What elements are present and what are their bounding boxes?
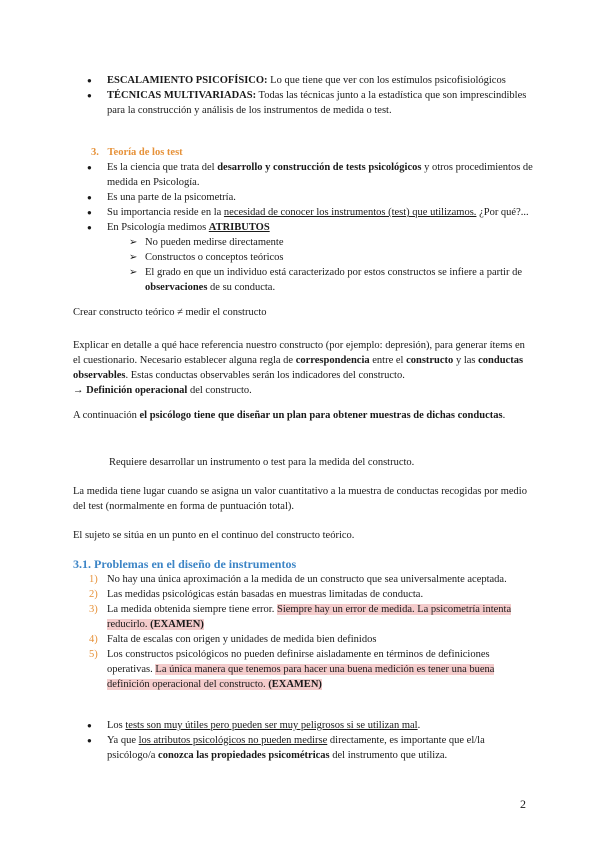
list-item: 1) No hay una única aproximación a la medida de un constructo que sea universalmente aceptada. (89, 574, 507, 585)
paragraph-instrument: Requiere desarrollar un instrumento o test para la medida del constructo. (109, 457, 415, 468)
section-3-heading: 3. Teoría de los test (91, 147, 183, 158)
sub-list-item: ➢ No pueden medirse directamente (73, 235, 533, 250)
list-item: ● En Psicología medimos ATRIBUTOS (73, 220, 533, 235)
section-3 (73, 145, 533, 295)
page-number: 2 (520, 797, 526, 811)
paragraph-measure: La medida tiene lugar cuando se asigna un valor cuantitativo a la muestra de conductas recogidas por medio del test (normalmente en forma de puntuación total). (73, 486, 527, 512)
crear-line: Crear constructo teórico ≠ medir el constructo (73, 307, 267, 318)
sub-list-item: ➢ Constructos o conceptos teóricos (73, 250, 533, 265)
list-item: 3) La medida obtenida siempre tiene error. Siempre hay un error de medida. La psicometría intenta reducirlo. (EXAMEN) (89, 604, 512, 630)
list-item: 5) Los constructos psicológicos no pueden definirse aisladamente en términos de definiciones operativas. La única manera que tenemos para hacer una buena medición es tener una buena definición operacional del constructo. (EXAMEN) (89, 649, 495, 690)
paragraph-subject: El sujeto se sitúa en un punto en el continuo del constructo teórico. (73, 530, 355, 541)
sub-list-item: ➢ El grado en que un individuo está caracterizado por estos constructos se infiere a partir de observaciones de su conducta. (73, 265, 533, 295)
section-3-1 (73, 557, 533, 692)
list-item: ● Es la ciencia que trata del desarrollo y construcción de tests psicológicos y otros procedimientos de medida en Psicología. (73, 160, 533, 190)
arrow-icon: → (73, 385, 84, 396)
list-item: ● ESCALAMIENTO PSICOFÍSICO: Lo que tiene que ver con los estímulos psicofisiológicos (73, 73, 533, 88)
intro-bullets (73, 73, 533, 118)
final-bullets (73, 718, 533, 763)
list-item: ● Es una parte de la psicometría. (73, 190, 533, 205)
paragraph-correspondence: Explicar en detalle a qué hace referencia nuestro constructo (por ejemplo: depresión), para generar ítems en el cuestionario. Necesario establecer alguna regla de correspondencia entre el constructo y las conductas observables. Estas conductas observables serán los indicadores del constructo. → Definición operacional del constructo. (73, 340, 525, 396)
list-item: ● Ya que los atributos psicológicos no pueden medirse directamente, es importante que el/la psicólogo/a conozca las propiedades psicométricas del instrumento que utiliza. (73, 733, 533, 763)
list-item: ● TÉCNICAS MULTIVARIADAS: Todas las técnicas junto a la estadística que son imprescindibles para la construcción y análisis de los instrumentos de medida o test. (73, 88, 533, 118)
list-item: 4) Falta de escalas con origen y unidades de medida bien definidos (89, 634, 377, 645)
list-item: ● Los tests son muy útiles pero pueden ser muy peligrosos si se utilizan mal. (73, 718, 533, 733)
section-3-1-title: 3.1. Problemas en el diseño de instrumentos (73, 557, 297, 571)
list-item: 2) Las medidas psicológicas están basadas en muestras limitadas de conducta. (89, 589, 424, 600)
paragraph-plan: A continuación el psicólogo tiene que diseñar un plan para obtener muestras de dichas conductas. (73, 410, 506, 421)
list-item: ● Su importancia reside en la necesidad de conocer los instrumentos (test) que utilizamos. ¿Por qué?... (73, 205, 533, 220)
